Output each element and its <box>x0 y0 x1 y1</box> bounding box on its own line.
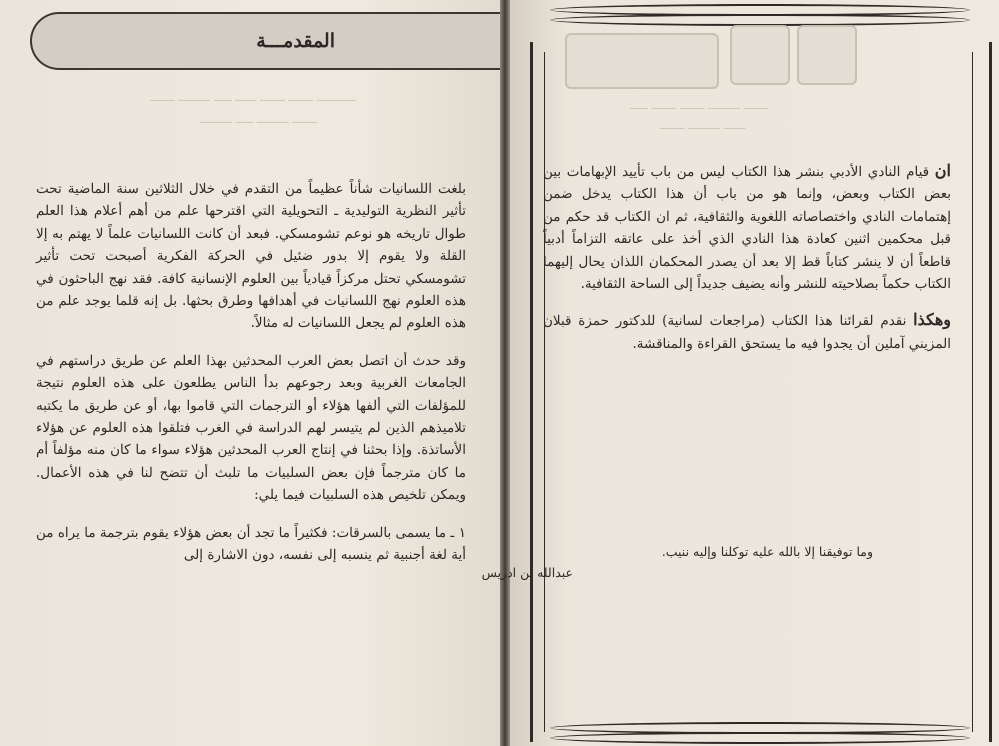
publisher-note <box>543 160 951 369</box>
chapter-heading-tab <box>30 12 500 70</box>
bleed-through-text: ـــــــ ـــــــــ ـــــــ ـــــــ ـــــ <box>630 98 769 112</box>
signature: عبدالله بن ادريس <box>481 565 573 580</box>
paragraph <box>543 309 951 355</box>
paragraph: وقد حدث أن اتصل بعض العرب المحدثين بهذا العلم عن طريق دراستهم في الجامعات الغربية وبعد رجوعهم بدأ الناس يطلعون على هذه العلوم نتيجة للمؤلفات التي ألفها هؤلاء أو الترجمات التي قاموا بها، أو عن طريق ما يكتبه تلاميذهم الذين لم يتيسر لهم الدراسة في الغرب فتلقوا هذه العلوم عن هؤلاء الأساتذة. وإذا بحثنا في إنتاج العرب المحدثين هؤلاء سواء ما كان منه مؤلفاً أم ما كان مترجماً فإن بعض السلبيات ما تلبث أن تتضح لنا في هذه الأعمال. ويمكن تلخيص هذه السلبيات فيما يلي: <box>36 352 466 504</box>
closing-line: وما توفيقنا إلا بالله عليه توكلنا وإليه ننيب. <box>661 544 873 559</box>
book-gutter <box>500 0 510 746</box>
paragraph-text: نقدم لقرائنا هذا الكتاب (مراجعات لسانية) للدكتور حمزة قبلان المزيني آملين أن يجدوا فيه ما يستحق القراءة والمناقشة. <box>543 313 951 352</box>
introduction-body <box>36 178 466 582</box>
lead-word: ان <box>934 161 951 180</box>
bleed-through-text: ـــــــــــ ـــــــ ـــــــ ــــــ ـــــ ـــــــــ ـــــــ <box>150 90 356 104</box>
paragraph: ١ ـ ما يسمى بالسرقات: فكثيراً ما تجد أن بعض هؤلاء يقوم بترجمة ما يراه من أية لغة أجنبية ثم ينسبه إلى نفسه، دون الاشارة إلى <box>36 524 466 564</box>
bleed-through-text: ـــــــ ـــــــــ ـــــ ـــــــــ <box>200 112 317 126</box>
bleed-through-text: ــــــ ـــــــــ ـــــــ <box>660 118 745 132</box>
lead-word: وهكذا <box>913 310 952 330</box>
paragraph: بلغت اللسانيات شأناً عظيماً من التقدم في خلال الثلاثين سنة الماضية تحت تأثير النظرية التوليدية ـ التحويلية التي اقترحها علم من أهم أعلام هذا العلم طوال تاريخه هو نوعم تشومسكي. فبعد أن كانت اللسانيات علماً لا يهتم به إلا القلة ولا يقوم إلا بدور ضئيل في الحركة الفكرية أصبحت تحت تأثير تشومسكي تحتل مركزاً قيادياً بين العلوم الإنسانية كافة. فقد نهج الباحثون في هذه العلوم نهج اللسانيات في أهدافها وطرق بحثها. بل إنه قلما يوجد علم من هذه العلوم لم يجعل اللسانيات له مثالاً. <box>36 181 466 332</box>
right-page <box>481 0 999 746</box>
closing-block <box>481 544 913 580</box>
chapter-heading: المقدمـــة <box>256 30 335 52</box>
bleed-through-logo <box>565 25 875 95</box>
paragraph <box>543 160 951 295</box>
paragraph-text: قيام النادي الأدبي بنشر هذا الكتاب ليس من باب تأييد الإبهامات بين بعض الكتاب وبعض، وإنما هو من باب أن هذا الكتاب يدخل ضمن إهتمامات النادي واختصاصاته اللغوية والثقافية، ثم ان الكتاب قد حكم من قبل محكمين اثنين كعادة هذا النادي الذي أخذ على عاتقه التزاماً أدبياً قاطعاً أن لا ينشر كتاباً قط إلا بعد أن يصدر المحكمان اللذان يحال إليهما الكتاب حكماً بصلاحيته للنشر وأنه يضيف جديداً إلى الساحة الثقافية. <box>543 164 951 293</box>
